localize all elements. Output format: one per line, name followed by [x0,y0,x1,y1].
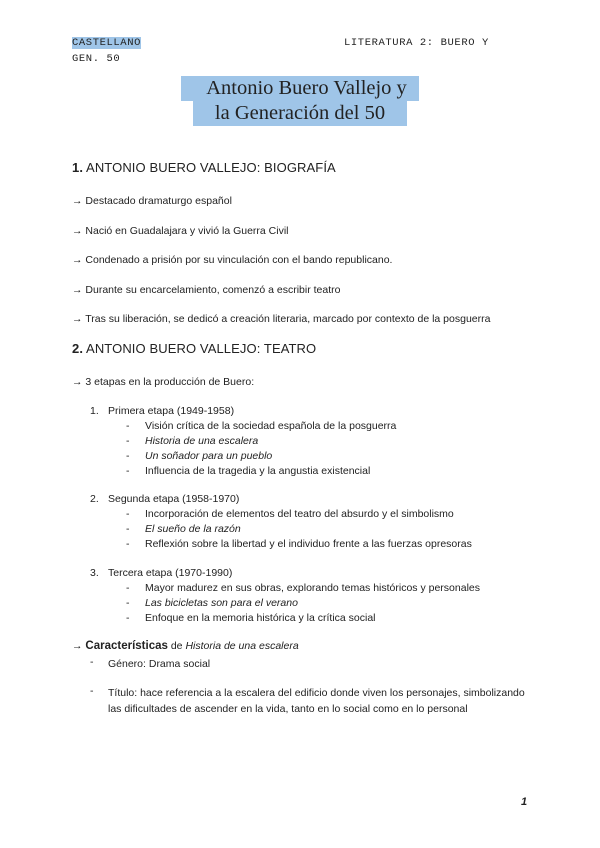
title-line-2: la Generación del 50 [193,101,407,126]
characteristics-bold: Características [85,640,168,652]
stage-1-number: 1. [90,405,99,417]
list-item: - El sueño de la razón [126,523,241,535]
stage-2-label: Segunda etapa (1958-1970) [108,493,240,505]
bio-item-1: → Destacado dramaturgo español [72,195,232,207]
header-left [72,35,141,67]
header-subject: CASTELLANO [72,37,142,49]
list-item: - Un soñador para un pueblo [126,450,273,462]
stage-1-label: Primera etapa (1949-1958) [108,405,235,417]
theatre-intro: → 3 etapas en la producción de Buero: [72,376,255,388]
stage-3-title [90,567,232,579]
section-1-title: ANTONIO BUERO VALLEJO: BIOGRAFÍA [86,160,336,175]
bio-item-3: → Condenado a prisión por su vinculación con el bando republicano. [72,254,393,266]
document-title [0,76,600,126]
section-2-title: ANTONIO BUERO VALLEJO: TEATRO [86,341,317,356]
list-item: - Historia de una escalera [126,435,259,447]
list-item: - Influencia de la tragedia y la angustia existencial [126,465,371,477]
stage-3-label: Tercera etapa (1970-1990) [108,567,233,579]
list-item: - Reflexión sobre la libertad y el individuo frente a las fuerzas opresoras [126,538,472,550]
bio-item-4: → Durante su encarcelamiento, comenzó a escribir teatro [72,284,341,296]
page-number: 1 [521,796,528,808]
bio-item-5: → Tras su liberación, se dedicó a creación literaria, marcado por contexto de la posguerra [72,313,491,325]
characteristics-heading: → Características de Historia de una escalera [72,640,299,652]
section-1-number: 1. [72,160,84,175]
section-2-number: 2. [72,341,84,356]
characteristics-work: Historia de una escalera [185,640,299,652]
bio-item-2: → Nació en Guadalajara y vivió la Guerra Civil [72,225,289,237]
list-item: - Las bicicletas son para el verano [126,597,298,609]
title-line-1: Antonio Buero Vallejo y [181,76,419,101]
header-topic: LITERATURA 2: BUERO Y [344,37,489,49]
stage-2-title [90,493,239,505]
section-2-heading [72,341,316,356]
section-1-heading [72,160,336,175]
list-item: - Visión crítica de la sociedad española de la posguerra [126,420,397,432]
stage-3-number: 3. [90,567,99,579]
list-item: - Enfoque en la memoria histórica y la crítica social [126,612,376,624]
list-item: - Incorporación de elementos del teatro del absurdo y el simbolismo [126,508,454,520]
stage-2-number: 2. [90,493,99,505]
list-item: - Mayor madurez en sus obras, explorando temas históricos y personales [126,582,480,594]
stage-1-title [90,405,234,417]
header-group: GEN. 50 [72,53,121,65]
